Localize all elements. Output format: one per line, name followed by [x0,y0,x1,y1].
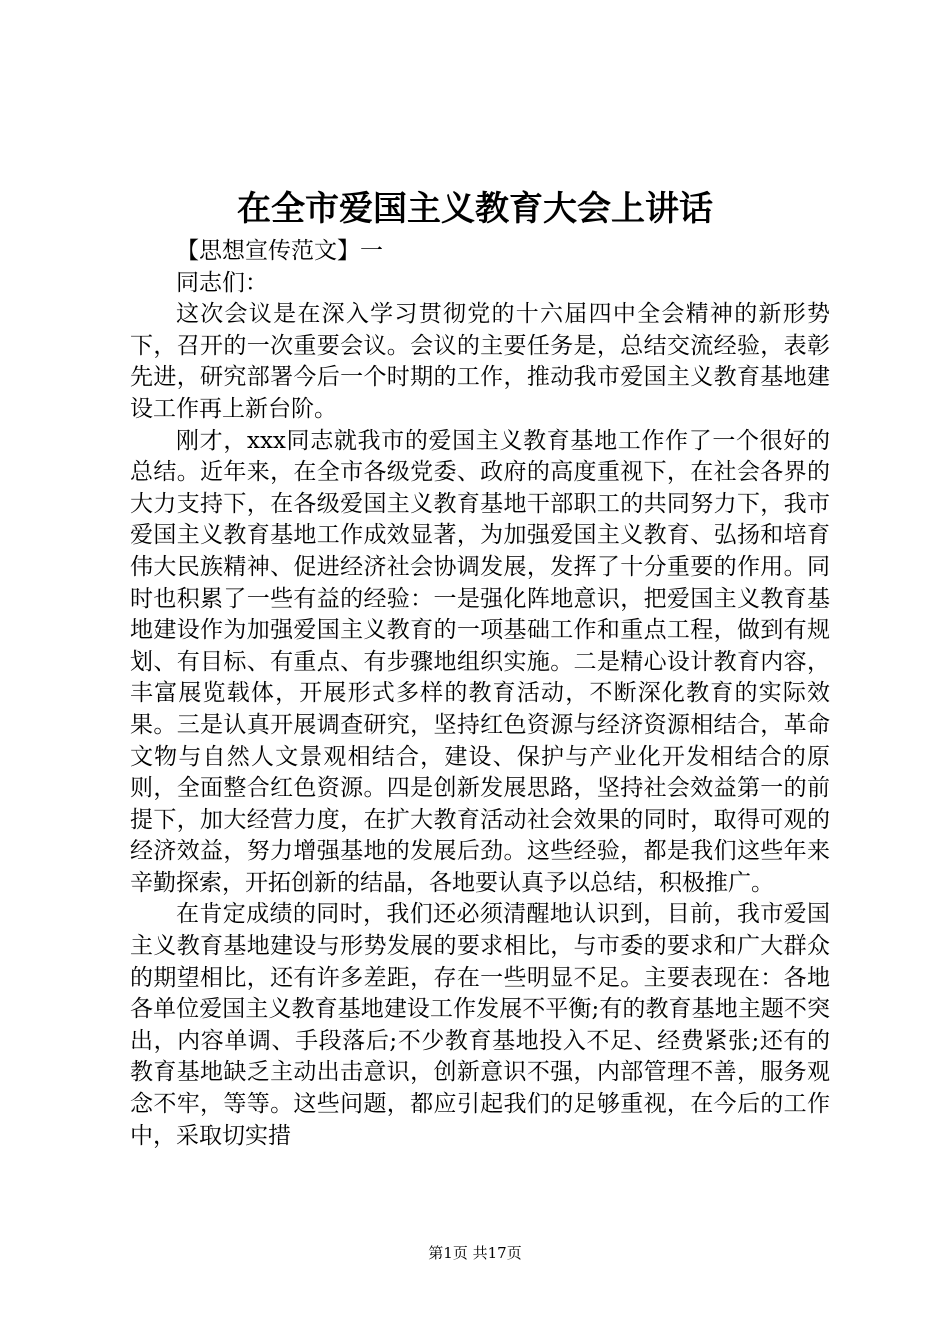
document-body [130,236,830,1152]
category-line: 【思想宣传范文】一 [176,238,383,264]
paragraph-3: 在肯定成绩的同时，我们还必须清醒地认识到，目前，我市爱国主义教育基地建设与形势发展的要求相比，与市委的要求和广大群众的期望相比，还有许多差距，存在一些明显不足。主要表现在：各地各单位爱国主义教育基地建设工作发展不平衡;有的教育基地主题不突出，内容单调、手段落后;不少教育基地投入不足、经费紧张;还有的教育基地缺乏主动出击意识，创新意识不强，内部管理不善，服务观念不牢，等等。这些问题，都应引起我们的足够重视，在今后的工作中，采取切实措 [130,901,830,1149]
paragraph-1: 这次会议是在深入学习贯彻党的十六届四中全会精神的新形势下，召开的一次重要会议。会议的主要任务是，总结交流经验，表彰先进，研究部署今后一个时期的工作，推动我市爱国主义教育基地建设工作再上新台阶。 [130,301,830,422]
page-footer: 第1页 共17页 [428,1244,522,1262]
salutation: 同志们： [176,269,268,296]
document-title: 在全市爱国主义教育大会上讲话 [237,189,713,229]
paragraph-2: 刚才，xxx同志就我市的爱国主义教育基地工作作了一个很好的总结。近年来，在全市各级党委、政府的高度重视下，在社会各界的大力支持下，在各级爱国主义教育基地干部职工的共同努力下，我市爱国主义教育基地工作成效显著，为加强爱国主义教育、弘扬和培育伟大民族精神、促进经济社会协调发展，发挥了十分重要的作用。同时也积累了一些有益的经验：一是强化阵地意识，把爱国主义教育基地建设作为加强爱国主义教育的一项基础工作和重点工程，做到有规划、有目标、有重点、有步骤地组织实施。二是精心设计教育内容，丰富展览载体，开展形式多样的教育活动，不断深化教育的实际效果。三是认真开展调查研究，坚持红色资源与经济资源相结合，革命文物与自然人文景观相结合，建设、保护与产业化开发相结合的原则，全面整合红色资源。四是创新发展思路，坚持社会效益第一的前提下，加大经营力度，在扩大教育活动社会效果的同时，取得可观的经济效益，努力增强基地的发展后劲。这些经验，都是我们这些年来辛勤探索，开拓创新的结晶，各地要认真予以总结，积极推广。 [130,427,830,896]
